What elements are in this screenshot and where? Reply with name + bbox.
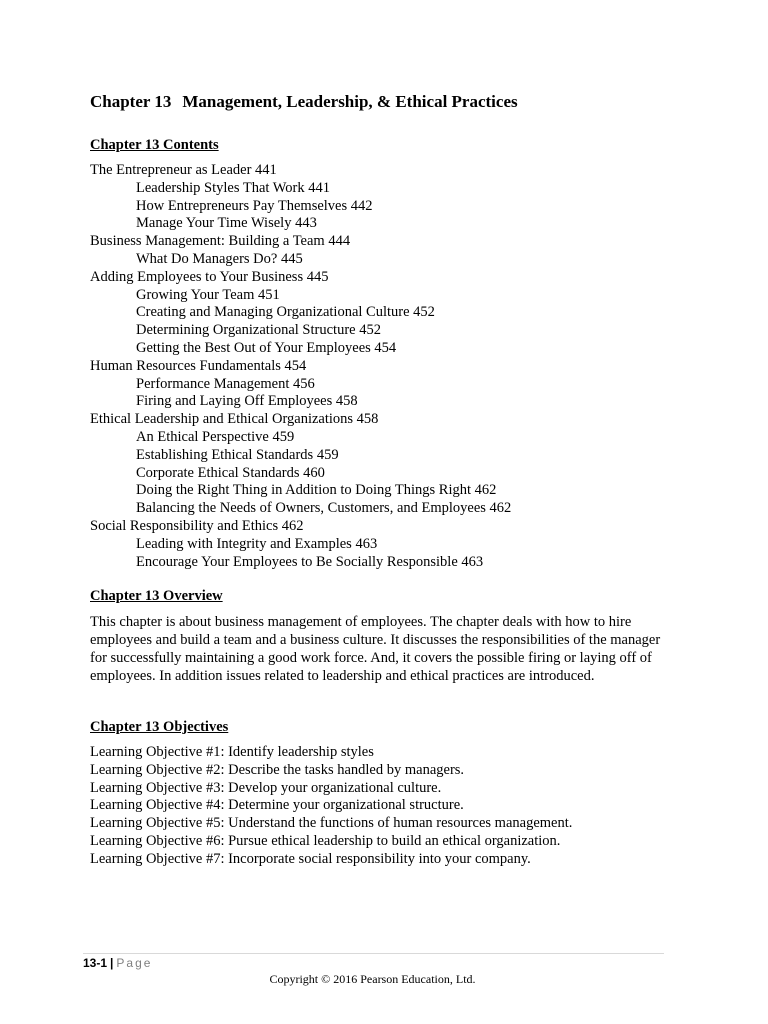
chapter-title-text: Management, Leadership, & Ethical Practices <box>182 92 518 111</box>
footer-page-number <box>83 956 152 970</box>
toc-subentry: Growing Your Team 451 <box>136 286 280 303</box>
overview-paragraph: This chapter is about business management of employees. The chapter deals with how to hire employees and build a team and a business culture. It discusses the responsibilities of the manager for successfully maintaining a good work force. And, it covers the possible firing or laying off of employees. In addition issues related to leadership and ethical practices are introduced. <box>90 614 661 684</box>
toc-subentry: Manage Your Time Wisely 443 <box>136 215 317 232</box>
toc-subentry: Leadership Styles That Work 441 <box>136 179 331 196</box>
toc-subentry: Getting the Best Out of Your Employees 454 <box>136 339 397 356</box>
learning-objective: Learning Objective #4: Determine your organizational structure. <box>90 797 464 814</box>
objectives-heading: Chapter 13 Objectives <box>90 719 229 735</box>
toc-entry: Human Resources Fundamentals 454 <box>90 357 307 374</box>
footer-divider <box>83 953 664 954</box>
toc-entry: Ethical Leadership and Ethical Organizations 458 <box>90 411 379 428</box>
toc-subentry: Encourage Your Employees to Be Socially Responsible 463 <box>136 553 484 570</box>
contents-heading: Chapter 13 Contents <box>90 137 219 153</box>
learning-objective: Learning Objective #6: Pursue ethical leadership to build an ethical organization. <box>90 832 561 849</box>
footer-separator: | <box>110 956 114 970</box>
page-number: 13-1 <box>83 956 108 970</box>
toc-entry: Adding Employees to Your Business 445 <box>90 268 329 285</box>
learning-objective: Learning Objective #5: Understand the functions of human resources management. <box>90 815 573 832</box>
learning-objective: Learning Objective #2: Describe the tasks handled by managers. <box>90 761 465 778</box>
toc-subentry: Performance Management 456 <box>136 375 315 392</box>
learning-objective: Learning Objective #7: Incorporate social responsibility into your company. <box>90 850 531 867</box>
objectives-list <box>90 744 572 869</box>
chapter-title <box>90 92 518 112</box>
toc-entry: The Entrepreneur as Leader 441 <box>90 162 277 178</box>
overview-heading: Chapter 13 Overview <box>90 588 223 604</box>
toc-subentry: An Ethical Perspective 459 <box>136 428 295 445</box>
toc-subentry: How Entrepreneurs Pay Themselves 442 <box>136 197 373 214</box>
page-word: Page <box>116 956 153 970</box>
toc-entry: Business Management: Building a Team 444 <box>90 233 351 250</box>
learning-objective: Learning Objective #3: Develop your organizational culture. <box>90 779 442 796</box>
contents-list <box>90 162 511 571</box>
toc-subentry: Leading with Integrity and Examples 463 <box>136 535 378 552</box>
toc-subentry: Determining Organizational Structure 452 <box>136 322 381 339</box>
toc-subentry: Creating and Managing Organizational Culture 452 <box>136 304 435 321</box>
toc-subentry: Establishing Ethical Standards 459 <box>136 446 339 463</box>
toc-subentry: Doing the Right Thing in Addition to Doing Things Right 462 <box>136 482 497 499</box>
toc-subentry: Corporate Ethical Standards 460 <box>136 464 325 481</box>
learning-objective: Learning Objective #1: Identify leadership styles <box>90 744 374 760</box>
toc-subentry: Balancing the Needs of Owners, Customers, and Employees 462 <box>136 500 512 517</box>
toc-entry: Social Responsibility and Ethics 462 <box>90 517 304 534</box>
toc-subentry: Firing and Laying Off Employees 458 <box>136 393 358 410</box>
toc-subentry: What Do Managers Do? 445 <box>136 250 303 267</box>
chapter-number: Chapter 13 <box>90 92 172 111</box>
copyright-notice: Copyright © 2016 Pearson Education, Ltd. <box>269 972 476 986</box>
